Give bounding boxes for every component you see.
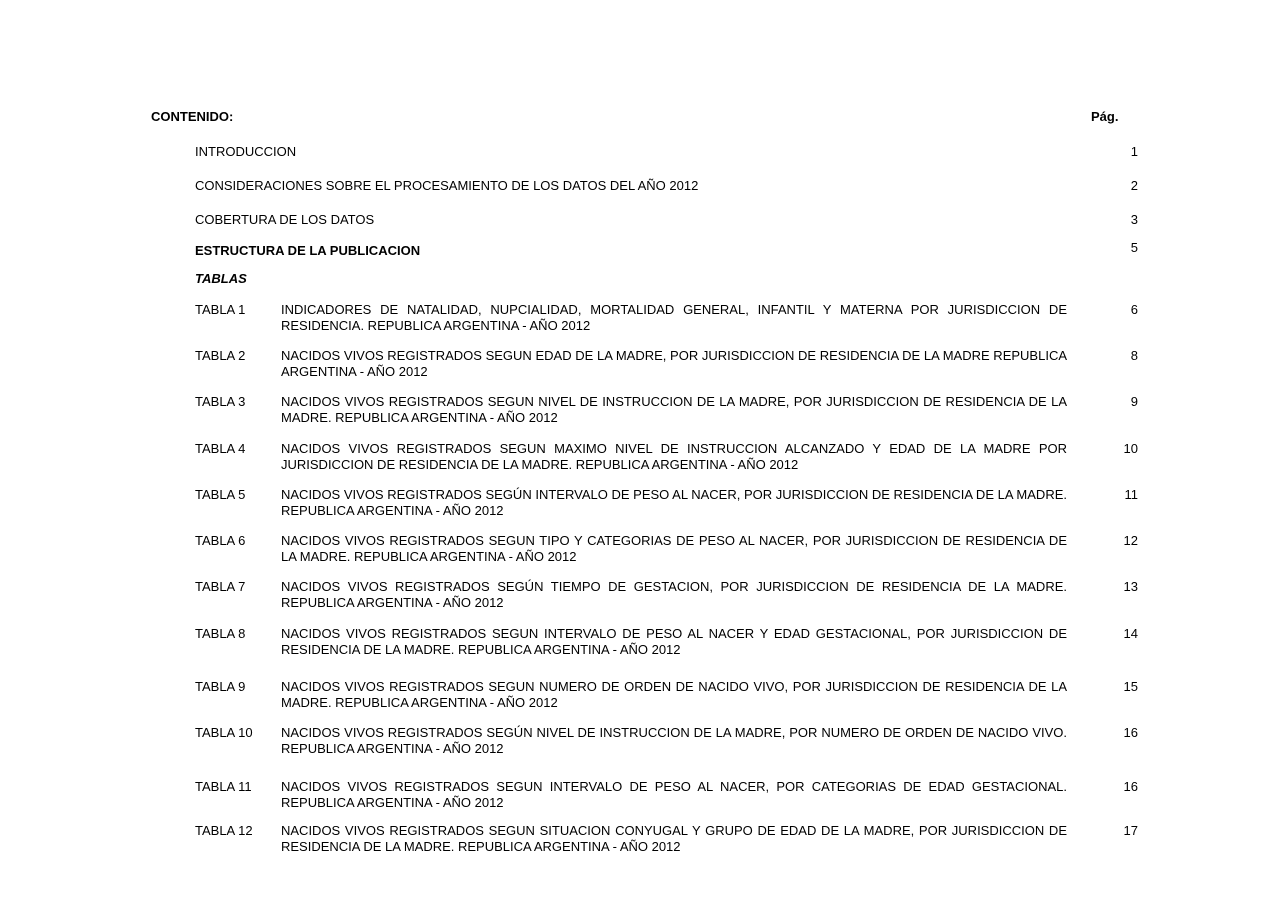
table-title: NACIDOS VIVOS REGISTRADOS SEGÚN INTERVALO DE PESO AL NACER, POR JURISDICCION DE RESIDENCIA DE LA MADRE. REPUBLICA ARGENTINA - AÑO 2012 bbox=[281, 487, 1067, 518]
table-label: TABLA 11 bbox=[195, 779, 252, 794]
table-title: NACIDOS VIVOS REGISTRADOS SEGUN SITUACION CONYUGAL Y GRUPO DE EDAD DE LA MADRE, POR JURISDICCION DE RESIDENCIA DE LA MADRE. REPUBLICA ARGENTINA - AÑO 2012 bbox=[281, 823, 1067, 854]
table-label: TABLA 4 bbox=[195, 441, 246, 456]
table-label: TABLA 7 bbox=[195, 579, 246, 594]
toc-page-number: 6 bbox=[1130, 302, 1138, 317]
toc-entry-cobertura[interactable]: COBERTURA DE LOS DATOS bbox=[195, 212, 375, 227]
table-title: NACIDOS VIVOS REGISTRADOS SEGUN NIVEL DE INSTRUCCION DE LA MADRE, POR JURISDICCION DE RESIDENCIA DE LA MADRE. REPUBLICA ARGENTINA - AÑO 2012 bbox=[281, 394, 1067, 425]
contenido-heading: CONTENIDO: bbox=[151, 109, 234, 124]
table-label: TABLA 12 bbox=[195, 823, 253, 838]
table-title: NACIDOS VIVOS REGISTRADOS SEGUN MAXIMO NIVEL DE INSTRUCCION ALCANZADO Y EDAD DE LA MADRE POR JURISDICCION DE RESIDENCIA DE LA MADRE. REPUBLICA ARGENTINA - AÑO 2012 bbox=[281, 441, 1067, 472]
table-title: NACIDOS VIVOS REGISTRADOS SEGUN INTERVALO DE PESO AL NACER Y EDAD GESTACIONAL, POR JURISDICCION DE RESIDENCIA DE LA MADRE. REPUBLICA ARGENTINA - AÑO 2012 bbox=[281, 626, 1067, 657]
table-label: TABLA 1 bbox=[195, 302, 246, 317]
page-column-heading: Pág. bbox=[1091, 109, 1119, 124]
toc-page-number: 8 bbox=[1130, 348, 1138, 363]
tablas-heading: TABLAS bbox=[195, 271, 247, 286]
toc-page-number: 11 bbox=[1124, 487, 1138, 502]
toc-page-number: 9 bbox=[1130, 394, 1138, 409]
toc-page-number: 16 bbox=[1123, 725, 1138, 740]
table-title: NACIDOS VIVOS REGISTRADOS SEGUN INTERVALO DE PESO AL NACER, POR CATEGORIAS DE EDAD GESTACIONAL. REPUBLICA ARGENTINA - AÑO 2012 bbox=[281, 779, 1067, 810]
table-title: NACIDOS VIVOS REGISTRADOS SEGUN NUMERO DE ORDEN DE NACIDO VIVO, POR JURISDICCION DE RESIDENCIA DE LA MADRE. REPUBLICA ARGENTINA - AÑO 2012 bbox=[281, 679, 1067, 710]
table-label: TABLA 2 bbox=[195, 348, 246, 363]
toc-page-number: 17 bbox=[1123, 823, 1138, 838]
table-label: TABLA 5 bbox=[195, 487, 246, 502]
toc-entry-consideraciones[interactable]: CONSIDERACIONES SOBRE EL PROCESAMIENTO DE LOS DATOS DEL AÑO 2012 bbox=[195, 178, 699, 193]
toc-page-number: 15 bbox=[1123, 679, 1138, 694]
toc-page-number: 1 bbox=[1130, 144, 1138, 159]
toc-entry-introduccion[interactable]: INTRODUCCION bbox=[195, 144, 297, 159]
toc-page-number: 2 bbox=[1130, 178, 1138, 193]
toc-page-number: 16 bbox=[1123, 779, 1138, 794]
table-title: NACIDOS VIVOS REGISTRADOS SEGUN TIPO Y CATEGORIAS DE PESO AL NACER, POR JURISDICCION DE RESIDENCIA DE LA MADRE. REPUBLICA ARGENTINA - AÑO 2012 bbox=[281, 533, 1067, 564]
table-label: TABLA 10 bbox=[195, 725, 253, 740]
toc-entry-estructura[interactable]: ESTRUCTURA DE LA PUBLICACION bbox=[195, 243, 421, 258]
toc-page-number: 10 bbox=[1123, 441, 1138, 456]
toc-page-number: 5 bbox=[1130, 240, 1138, 255]
table-label: TABLA 8 bbox=[195, 626, 246, 641]
table-title: NACIDOS VIVOS REGISTRADOS SEGÚN NIVEL DE INSTRUCCION DE LA MADRE, POR NUMERO DE ORDEN DE NACIDO VIVO. REPUBLICA ARGENTINA - AÑO 2012 bbox=[281, 725, 1067, 756]
table-label: TABLA 9 bbox=[195, 679, 246, 694]
toc-page-number: 3 bbox=[1130, 212, 1138, 227]
table-title: NACIDOS VIVOS REGISTRADOS SEGÚN TIEMPO DE GESTACION, POR JURISDICCION DE RESIDENCIA DE LA MADRE. REPUBLICA ARGENTINA - AÑO 2012 bbox=[281, 579, 1067, 610]
table-label: TABLA 6 bbox=[195, 533, 246, 548]
table-label: TABLA 3 bbox=[195, 394, 246, 409]
toc-page-number: 12 bbox=[1123, 533, 1138, 548]
table-title: NACIDOS VIVOS REGISTRADOS SEGUN EDAD DE LA MADRE, POR JURISDICCION DE RESIDENCIA DE LA MADRE REPUBLICA ARGENTINA - AÑO 2012 bbox=[281, 348, 1067, 379]
toc-page-number: 14 bbox=[1123, 626, 1138, 641]
toc-page-number: 13 bbox=[1123, 579, 1138, 594]
table-title: INDICADORES DE NATALIDAD, NUPCIALIDAD, MORTALIDAD GENERAL, INFANTIL Y MATERNA POR JURISDICCION DE RESIDENCIA. REPUBLICA ARGENTINA - AÑO 2012 bbox=[281, 302, 1067, 333]
